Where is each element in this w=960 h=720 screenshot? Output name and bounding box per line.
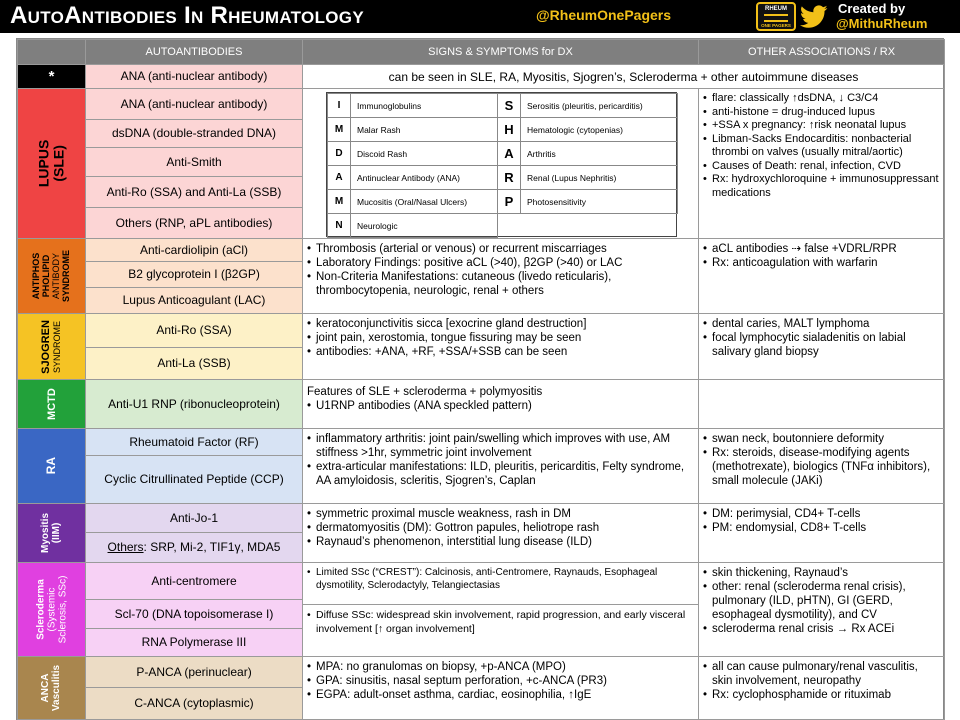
logo-text-bottom: ONE PAGERS bbox=[761, 23, 791, 28]
antibody-ccp: Cyclic Citrullinated Peptide (CCP) bbox=[85, 455, 303, 504]
column-header-autoantibodies: AUTOANTIBODIES bbox=[85, 39, 303, 65]
mctd-signs-cell bbox=[302, 379, 699, 429]
category-aps bbox=[17, 238, 86, 314]
myositis-sign-item: • symmetric proximal muscle weakness, rash in DM bbox=[307, 507, 694, 521]
criteria-letter: R bbox=[497, 165, 521, 190]
anca-sign-item: • EGPA: adult-onset asthma, cardiac, eosinophilia, ↑IgE bbox=[307, 688, 694, 702]
antibody-anti-ro: Anti-Ro (SSA) bbox=[85, 313, 303, 348]
category-lupus bbox=[17, 88, 86, 239]
sjogren-sign-item: • joint pain, xerostomia, tongue fissuring may be seen bbox=[307, 331, 694, 345]
others-list: : SRP, Mi-2, TIF1γ, MDA5 bbox=[143, 540, 281, 555]
criteria-letter: P bbox=[497, 189, 521, 214]
criteria-text: Neurologic bbox=[350, 213, 498, 238]
ra-sign-item: • extra-articular manifestations: ILD, pleuritis, pericarditis, Felty syndrome, AA amyloidosis, scleritis, Sjogren’s, Caplan bbox=[307, 460, 694, 488]
antibody-anti-smith: Anti-Smith bbox=[85, 147, 303, 177]
myositis-sign-item: • dermatomyositis (DM): Gottron papules, heliotrope rash bbox=[307, 521, 694, 535]
sjogren-sign-item: • keratoconjunctivitis sicca [exocrine gland destruction] bbox=[307, 317, 694, 331]
created-by-label: Created by bbox=[838, 1, 906, 16]
mctd-intro: Features of SLE + scleroderma + polymyositis bbox=[307, 386, 543, 398]
ra-signs-cell bbox=[302, 428, 699, 504]
myositis-other-item: • DM: perimysial, CD4+ T-cells bbox=[703, 507, 940, 521]
lupus-other-item: • anti-histone = drug-induced lupus bbox=[703, 106, 940, 120]
rheum-handle[interactable]: @RheumOnePagers bbox=[536, 7, 672, 23]
criteria-text: Mucositis (Oral/Nasal Ulcers) bbox=[350, 189, 498, 214]
scleroderma-other-item: • other: renal (scleroderma renal crisis), pulmonary (ILD, pHTN), GI (GERD, esophageal dysmotility), and CV bbox=[703, 580, 940, 622]
aps-label-3: ANTIBODY bbox=[51, 252, 62, 300]
antibody-anti-jo-1: Anti-Jo-1 bbox=[85, 503, 303, 533]
lupus-other-item: • +SSA x pregnancy: ↑risk neonatal lupus bbox=[703, 119, 940, 133]
antibody-anti-u1-rnp: Anti-U1 RNP (ribonucleoprotein) bbox=[85, 379, 303, 429]
anca-vasculitis-label: Vasculitis bbox=[51, 664, 63, 712]
aps-label-1: ANTIPHOS bbox=[31, 252, 42, 300]
mctd-sign-item: • U1RNP antibodies (ANA speckled pattern) bbox=[307, 399, 694, 413]
scleroderma-sub-label-2: Sclerosis, SSc) bbox=[57, 575, 69, 644]
sjogren-syndrome-label: SYNDROME bbox=[51, 320, 62, 373]
criteria-text: Malar Rash bbox=[350, 117, 498, 142]
criteria-letter: N bbox=[327, 213, 351, 238]
aps-signs-cell bbox=[302, 238, 699, 314]
sjogren-other-cell bbox=[698, 313, 945, 380]
lupus-other-item: • flare: classically ↑dsDNA, ↓ C3/C4 bbox=[703, 92, 940, 106]
ra-other-cell bbox=[698, 428, 945, 504]
antibody-lupus-anticoagulant: Lupus Anticoagulant (LAC) bbox=[85, 287, 303, 314]
criteria-text: Renal (Lupus Nephritis) bbox=[520, 165, 678, 190]
ra-sign-item: • inflammatory arthritis: joint pain/swelling which improves with use, AM stiffness >1hr, symmetric joint involvement bbox=[307, 432, 694, 460]
aps-label-4: SYNDROME bbox=[61, 249, 72, 303]
antibody-anti-ro-la: Anti-Ro (SSA) and Anti-La (SSB) bbox=[85, 176, 303, 208]
category-myositis bbox=[17, 503, 86, 563]
mctd-label: MCTD bbox=[45, 388, 58, 420]
sjogren-other-item: • focal lymphocytic sialadenitis on labial salivary gland biopsy bbox=[703, 331, 940, 359]
antibody-anti-la: Anti-La (SSB) bbox=[85, 347, 303, 380]
anca-sign-item: • MPA: no granulomas on biopsy, +p-ANCA (MPO) bbox=[307, 660, 694, 674]
scleroderma-sub-label-1: (Systemic bbox=[46, 587, 58, 632]
ana-general-note: can be seen in SLE, RA, Myositis, Sjogren’s, Scleroderma + other autoimmune diseases bbox=[302, 64, 945, 89]
logo-text-top: RHEUM bbox=[765, 6, 787, 12]
lupus-label: LUPUS bbox=[35, 139, 52, 188]
antibody-ana: ANA (anti-nuclear antibody) bbox=[85, 88, 303, 120]
criteria-text: Hematologic (cytopenias) bbox=[520, 117, 678, 142]
myositis-other-item: • PM: endomysial, CD8+ T-cells bbox=[703, 521, 940, 535]
anca-label: ANCA bbox=[40, 673, 52, 703]
twitter-handle[interactable]: @MithuRheum bbox=[836, 16, 928, 31]
criteria-text: Discoid Rash bbox=[350, 141, 498, 166]
criteria-letter: A bbox=[327, 165, 351, 190]
header-bar bbox=[0, 0, 960, 33]
anca-signs-cell bbox=[302, 656, 699, 720]
twitter-bird-icon bbox=[800, 5, 828, 29]
others-label: Others bbox=[107, 540, 144, 555]
scleroderma-label: Scleroderma bbox=[35, 579, 47, 640]
antibody-ana-general: ANA (anti-nuclear antibody) bbox=[85, 64, 303, 89]
ra-label: RA bbox=[43, 457, 58, 475]
rheum-one-pagers-logo bbox=[756, 2, 796, 31]
category-anca bbox=[17, 656, 86, 720]
myositis-sign-item: • Raynaud’s phenomenon, interstitial lung disease (ILD) bbox=[307, 535, 694, 549]
aps-other-item: • aCL antibodies ⇢ false +VDRL/RPR bbox=[703, 242, 940, 256]
header-blank-cell bbox=[17, 39, 86, 65]
criteria-letter: A bbox=[497, 141, 521, 166]
aps-sign-item: • Thrombosis (arterial or venous) or recurrent miscarriages bbox=[307, 242, 694, 256]
autoantibody-table bbox=[16, 38, 944, 720]
scleroderma-limited-item: • Limited SSc (“CREST”): Calcinosis, anti-Centromere, Raynauds, Esophageal dysmotility, Sclerodactyly, Telangiectasias bbox=[307, 566, 694, 592]
scleroderma-other-cell bbox=[698, 562, 945, 657]
anca-other-cell bbox=[698, 656, 945, 720]
aps-label-2: PHOLIPID bbox=[41, 254, 52, 298]
page-title: AutoAntibodies In Rheumatology bbox=[10, 2, 364, 29]
criteria-text: Antinuclear Antibody (ANA) bbox=[350, 165, 498, 190]
lupus-sle-label: (SLE) bbox=[50, 145, 67, 182]
criteria-letter: D bbox=[327, 141, 351, 166]
category-mctd bbox=[17, 379, 86, 429]
antibody-b2gp: B2 glycoprotein I (β2GP) bbox=[85, 261, 303, 288]
lupus-other-cell bbox=[698, 88, 945, 239]
antibody-dsdna: dsDNA (double-stranded DNA) bbox=[85, 119, 303, 148]
scleroderma-diffuse-cell bbox=[302, 604, 699, 657]
anca-sign-item: • GPA: sinusitis, nasal septum perforation, +c-ANCA (PR3) bbox=[307, 674, 694, 688]
anca-other-item: • all can cause pulmonary/renal vasculitis, skin involvement, neuropathy bbox=[703, 660, 940, 688]
scleroderma-other-item: • skin thickening, Raynaud’s bbox=[703, 566, 940, 580]
antibody-lupus-others: Others (RNP, aPL antibodies) bbox=[85, 207, 303, 239]
antibody-rf: Rheumatoid Factor (RF) bbox=[85, 428, 303, 456]
antibody-anti-centromere: Anti-centromere bbox=[85, 562, 303, 600]
aps-other-cell bbox=[698, 238, 945, 314]
antibody-anti-cardiolipin: Anti-cardiolipin (aCl) bbox=[85, 238, 303, 262]
scleroderma-other-item: • scleroderma renal crisis → Rx ACEi bbox=[703, 622, 940, 636]
criteria-text: Photosensitivity bbox=[520, 189, 678, 214]
myositis-other-cell bbox=[698, 503, 945, 563]
myositis-signs-cell bbox=[302, 503, 699, 563]
criteria-text: Immunoglobulins bbox=[350, 93, 498, 118]
criteria-letter: S bbox=[497, 93, 521, 118]
ra-other-item: • swan neck, boutonniere deformity bbox=[703, 432, 940, 446]
antibody-myositis-others bbox=[85, 532, 303, 563]
myositis-label: Myositis bbox=[40, 512, 52, 554]
column-header-other: OTHER ASSOCIATIONS / RX bbox=[698, 39, 945, 65]
category-star: * bbox=[17, 64, 86, 89]
aps-sign-item: • Laboratory Findings: positive aCL (>40), β2GP (>40) or LAC bbox=[307, 256, 694, 270]
scleroderma-limited-cell bbox=[302, 562, 699, 605]
scleroderma-diffuse-item: • Diffuse SSc: widespread skin involvement, rapid progression, and early visceral involvement [↑ organ involvement] bbox=[307, 608, 694, 636]
antibody-c-anca: C-ANCA (cytoplasmic) bbox=[85, 687, 303, 720]
aps-other-item: • Rx: anticoagulation with warfarin bbox=[703, 256, 940, 270]
category-scleroderma bbox=[17, 562, 86, 657]
antibody-scl-70: Scl-70 (DNA topoisomerase I) bbox=[85, 599, 303, 629]
myositis-iim-label: (IIM) bbox=[51, 522, 63, 544]
criteria-text: Arthritis bbox=[520, 141, 678, 166]
sjogren-label: SJOGREN bbox=[39, 319, 52, 374]
criteria-letter: I bbox=[327, 93, 351, 118]
anca-other-item: • Rx: cyclophosphamide or rituximab bbox=[703, 688, 940, 702]
criteria-text: Serositis (pleuritis, pericarditis) bbox=[520, 93, 678, 118]
imdamn-sharp-grid bbox=[326, 92, 677, 237]
category-sjogren bbox=[17, 313, 86, 380]
ra-other-item: • Rx: steroids, disease-modifying agents (methotrexate), biologics (TNFα inhibitors), small molecule (JAKi) bbox=[703, 446, 940, 488]
antibody-rna-polymerase-iii: RNA Polymerase III bbox=[85, 628, 303, 657]
sjogren-sign-item: • antibodies: +ANA, +RF, +SSA/+SSB can be seen bbox=[307, 345, 694, 359]
sjogren-other-item: • dental caries, MALT lymphoma bbox=[703, 317, 940, 331]
aps-sign-item: • Non-Criteria Manifestations: cutaneous (livedo reticularis), thrombocytopenia, neurologic, renal + others bbox=[307, 270, 694, 298]
antibody-p-anca: P-ANCA (perinuclear) bbox=[85, 656, 303, 688]
criteria-letter: M bbox=[327, 117, 351, 142]
mctd-other-cell bbox=[698, 379, 945, 429]
lupus-other-item: • Rx: hydroxychloroquine + immunosuppressant medications bbox=[703, 173, 940, 200]
column-header-signs: SIGNS & SYMPTOMS for DX bbox=[302, 39, 699, 65]
lupus-other-item: • Causes of Death: renal, infection, CVD bbox=[703, 160, 940, 174]
sjogren-signs-cell bbox=[302, 313, 699, 380]
criteria-letter: H bbox=[497, 117, 521, 142]
criteria-letter: M bbox=[327, 189, 351, 214]
category-ra bbox=[17, 428, 86, 504]
lupus-criteria-cell bbox=[302, 88, 699, 239]
lupus-other-item: • Libman-Sacks Endocarditis: nonbacterial thrombi on valves (usually mitral/aortic) bbox=[703, 133, 940, 160]
